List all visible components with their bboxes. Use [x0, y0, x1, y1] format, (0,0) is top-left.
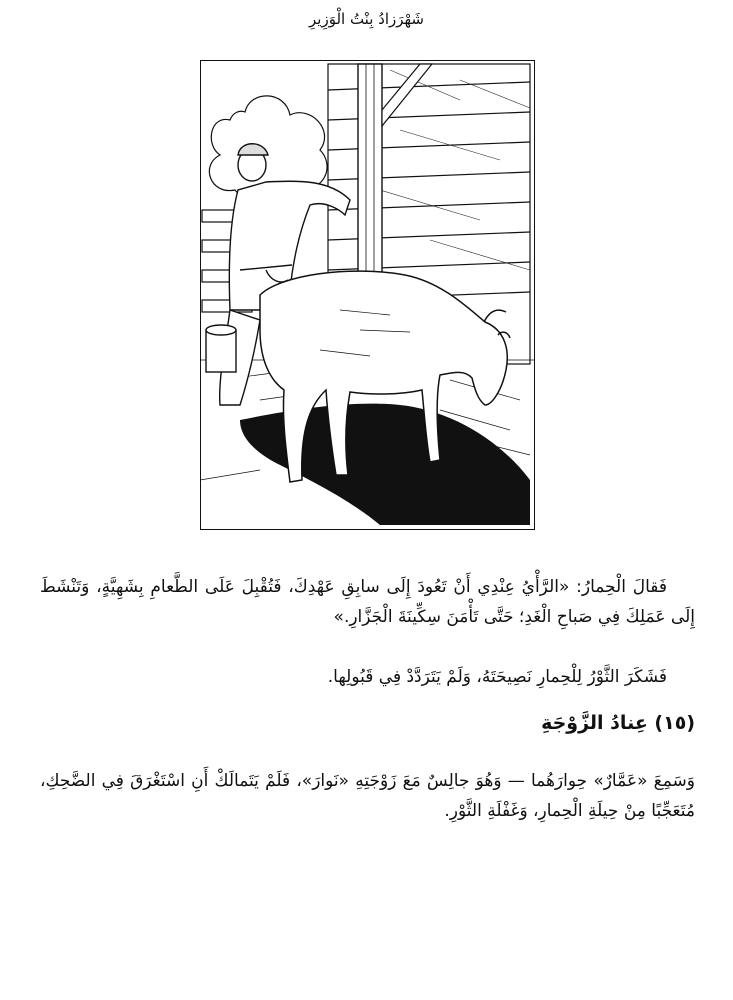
- section-heading: (١٥) عِنادُ الزَّوْجَةِ: [541, 712, 695, 734]
- paragraph-ox-thanks: [40, 662, 695, 692]
- paragraph-donkey-advice: [40, 572, 695, 632]
- paragraph-text: فَقالَ الْحِمارُ: «الرَّأْيُ عِنْدِي أَنْ تَعُودَ إِلَى سابِقِ عَهْدِكَ، فَتُقْبِلَ عَلَى الطَّعامِ بِشَهِيَّةٍ، وَتَنْشَطَ إِلَى عَمَلِكَ فِي صَباحِ الْغَدِ؛ حَتَّى تَأْمَنَ سِكِّينَةَ الْجَزَّارِ.»: [40, 577, 695, 627]
- paragraph-text: وَسَمِعَ «عَمَّارٌ» حِوارَهُما — وَهُوَ جالِسٌ مَعَ زَوْجَتِهِ «نَوارَ»، فَلَمْ يَتَمالَكْ أَنِ اسْتَغْرَقَ فِي الضَّحِكِ، مُتَعَجِّبًا مِنْ حِيلَةِ الْحِمارِ، وَغَفْلَةِ الثَّوْرِ.: [40, 771, 695, 821]
- running-title: شَهْرَزادُ بِنْتُ الْوَزِيرِ: [309, 10, 424, 28]
- paragraph-text: فَشَكَرَ الثَّوْرُ لِلْحِمارِ نَصِيحَتَهُ، وَلَمْ يَتَرَدَّدْ فِي قَبُولِها.: [327, 667, 667, 687]
- farmer-and-ox-illustration: [200, 60, 535, 530]
- paragraph-ammar-laughs: [40, 766, 695, 826]
